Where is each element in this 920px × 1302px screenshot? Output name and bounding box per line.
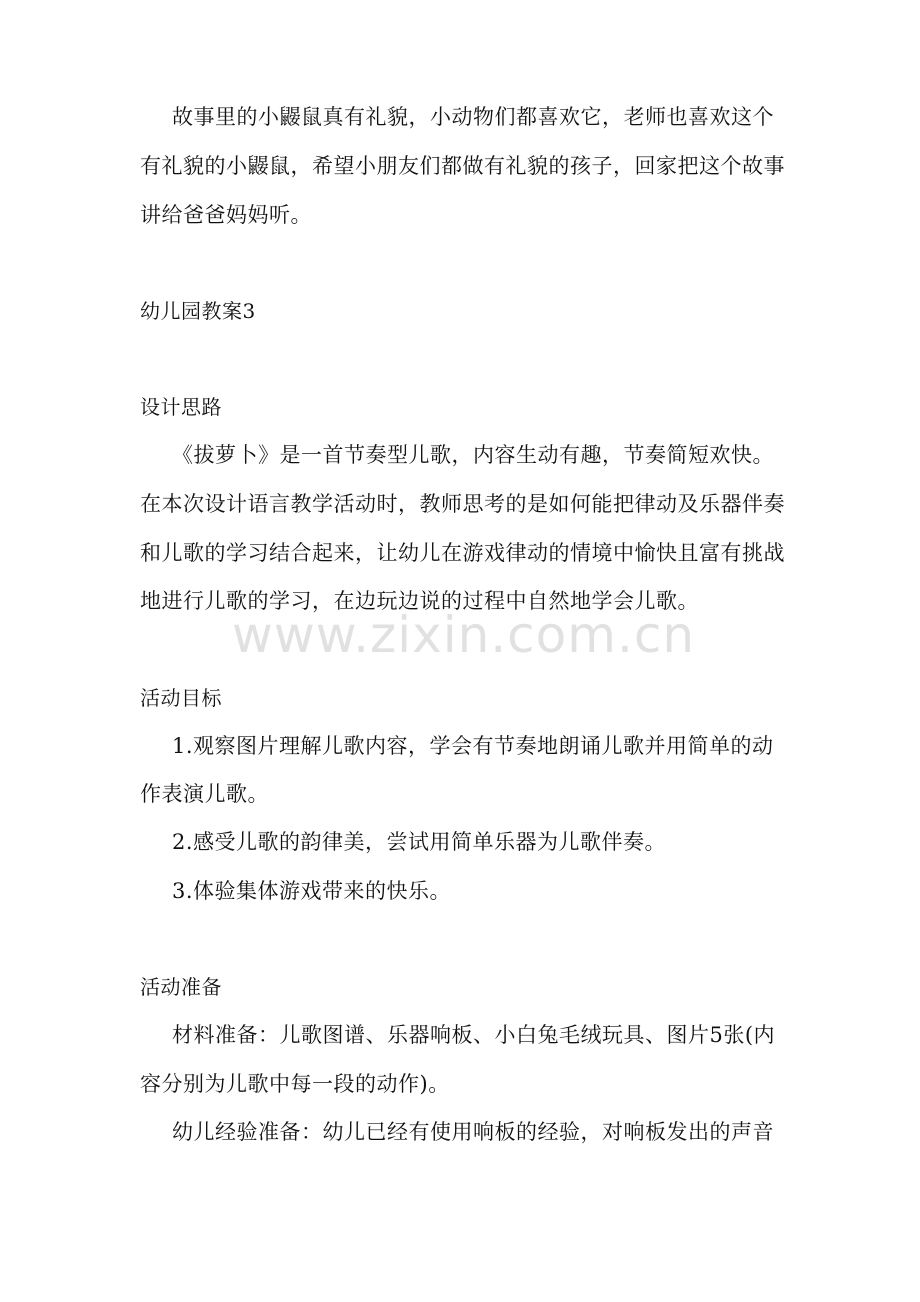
prep-line-3: 幼儿经验准备：幼儿已经有使用响板的经验，对响板发出的声音 <box>172 1120 774 1144</box>
design-line-4: 地进行儿歌的学习，在边玩边说的过程中自然地学会儿歌。 <box>140 589 699 613</box>
prep-line-2: 容分别为儿歌中每一段的动作)。 <box>140 1072 450 1096</box>
design-line-3: 和儿歌的学习结合起来，让幼儿在游戏律动的情境中愉快且富有挑战 <box>140 541 785 565</box>
prep-line-1: 材料准备：儿歌图谱、乐器响板、小白兔毛绒玩具、图片5张(内 <box>172 1023 776 1047</box>
watermark: www.zixin.com.cn <box>232 606 696 664</box>
design-line-2: 在本次设计语言教学活动时，教师思考的是如何能把律动及乐器伴奏 <box>140 492 785 516</box>
goal-line-4: 3.体验集体游戏带来的快乐。 <box>172 879 452 903</box>
goals-heading: 活动目标 <box>140 686 222 710</box>
prep-heading: 活动准备 <box>140 975 222 999</box>
goal-line-1: 1.观察图片理解儿歌内容，学会有节奏地朗诵儿歌并用简单的动 <box>172 734 774 758</box>
lesson-title: 幼儿园教案3 <box>140 299 256 323</box>
design-line-1: 《拔萝卜》是一首节奏型儿歌，内容生动有趣，节奏简短欢快。 <box>172 443 774 467</box>
goal-line-3: 2.感受儿歌的韵律美，尝试用简单乐器为儿歌伴奏。 <box>172 830 667 854</box>
goal-line-2: 作表演儿歌。 <box>140 782 269 806</box>
story-line-1: 故事里的小鼹鼠真有礼貌，小动物们都喜欢它，老师也喜欢这个 <box>172 105 774 129</box>
story-line-2: 有礼貌的小鼹鼠，希望小朋友们都做有礼貌的孩子，回家把这个故事 <box>140 154 785 178</box>
story-line-3: 讲给爸爸妈妈听。 <box>140 203 312 227</box>
design-heading: 设计思路 <box>140 395 222 419</box>
